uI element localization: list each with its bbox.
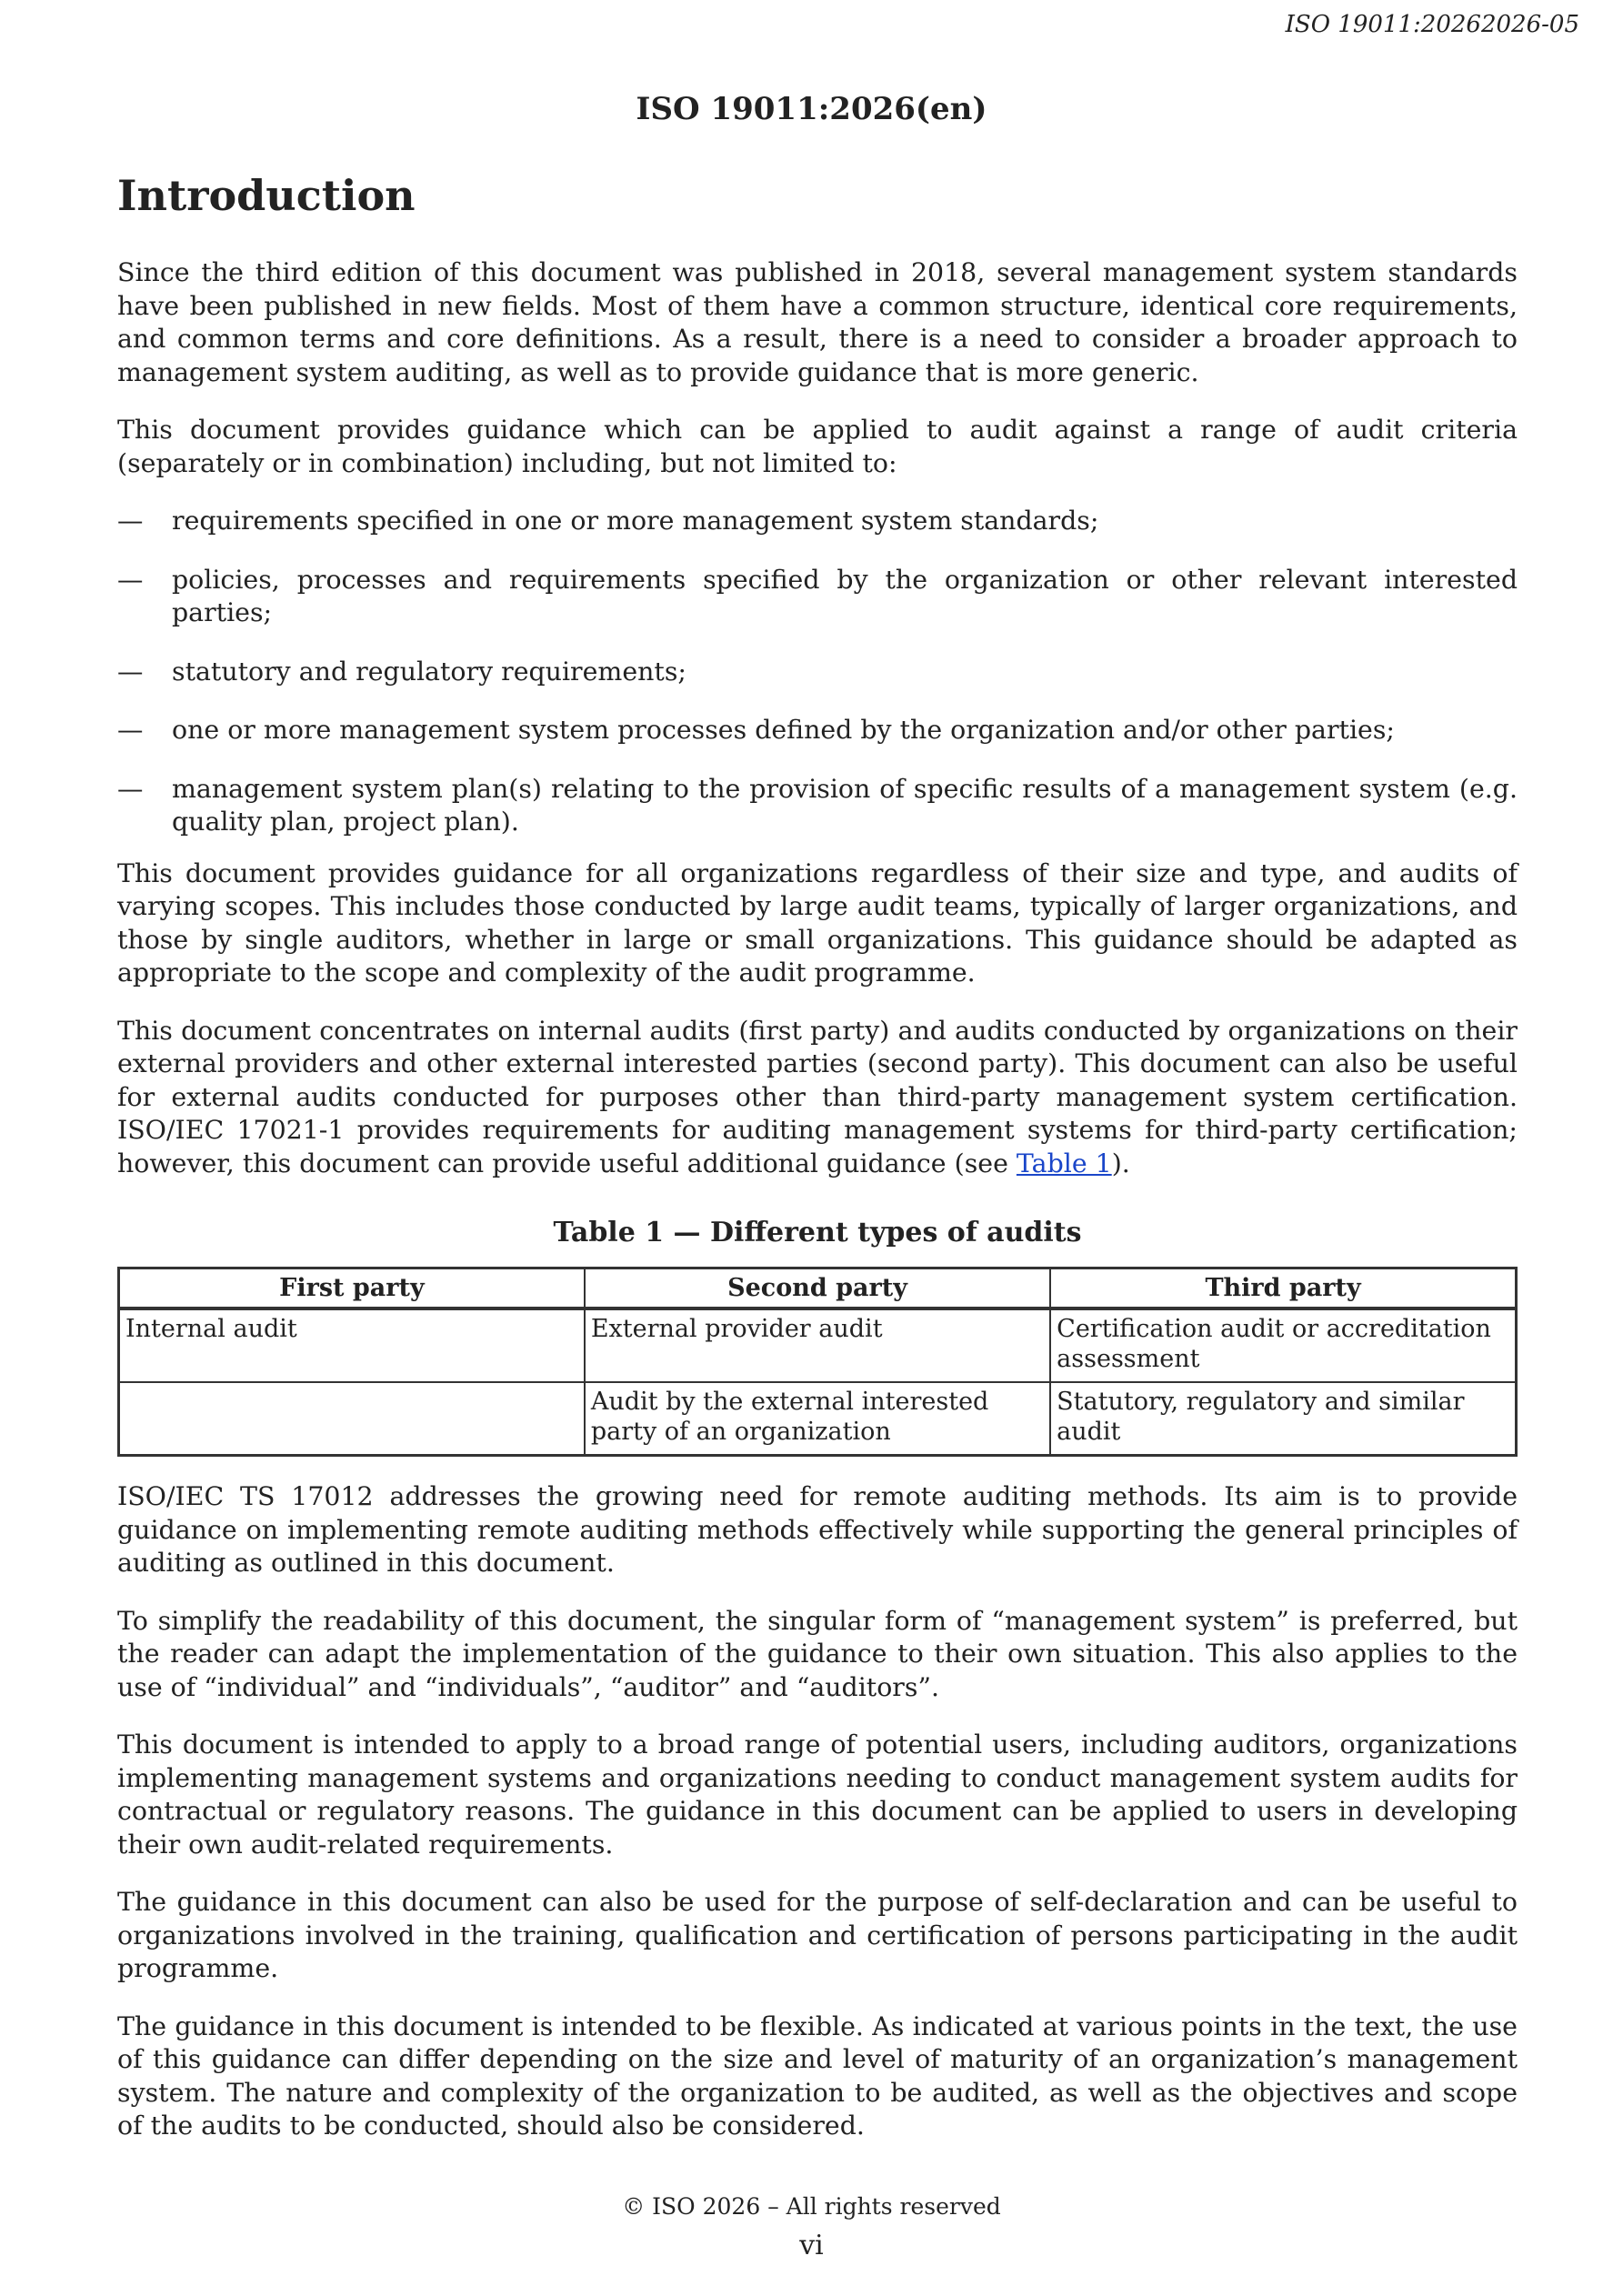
page-number: vi: [799, 2230, 824, 2261]
column-header: Second party: [585, 1268, 1050, 1309]
table-cell: Statutory, regulatory and similar audit: [1050, 1382, 1516, 1456]
paragraph: The guidance in this document is intended to be flexible. As indicated at various points in the text, the use of this guidance can differ depending on the size and level of maturity of an organization’s management system. The nature and complexity of the organization to be audited, as well as the objectives and scope of the audits to be conducted, should also be considered.: [117, 2010, 1518, 2141]
section-heading: Introduction: [117, 171, 416, 220]
dash-marker: —: [117, 506, 144, 536]
list-item-text: one or more management system processes defined by the organization and/or other parties;: [172, 715, 1395, 745]
list-item: [117, 564, 1518, 630]
paragraph: This document provides guidance which can be applied to audit against a range of audit criteria (separately or in combination) including, but not limited to:: [117, 415, 1518, 478]
copyright-notice: © ISO 2026 – All rights reserved: [622, 2193, 1001, 2220]
column-header: First party: [119, 1268, 585, 1309]
standard-title: ISO 19011:2026(en): [636, 91, 987, 127]
paragraph-text: This document concentrates on internal audits (first party) and audits conducted by organizations on their external providers and other external interested parties (second party). This document can also be useful for external audits conducted for purposes other than third-party management system certification. ISO/IEC 17021-1 provides requirements for auditing management systems for third-party certification; however, this document can provide useful additional guidance (see: [117, 1015, 1518, 1178]
table-cell: [119, 1382, 585, 1456]
table-1-link[interactable]: Table 1: [1016, 1148, 1112, 1178]
list-item: [117, 505, 1518, 538]
list-item-text: management system plan(s) relating to the provision of specific results of a management system (e.g. quality plan, project plan).: [172, 773, 1518, 837]
paragraph: Since the third edition of this document was published in 2018, several management system standards have been published in new fields. Most of them have a common structure, identical core requirements, and common terms and core definitions. As a result, there is a need to consider a broader approach to management system auditing, as well as to provide guidance that is more generic.: [117, 257, 1518, 387]
paragraph: The guidance in this document can also be used for the purpose of self-declaration and can be useful to organizations involved in the training, qualification and certification of persons participating in the audit programme.: [117, 1887, 1518, 1983]
table-cell: Audit by the external interested party of an organization: [585, 1382, 1050, 1456]
dash-marker: —: [117, 656, 144, 687]
list-item: [117, 773, 1518, 839]
list-item: [117, 656, 1518, 689]
draft-identifier: ISO 19011:20262026-05: [1285, 11, 1579, 38]
list-item-text: policies, processes and requirements specified by the organization or other relevant interested parties;: [172, 564, 1518, 627]
table-cell: Certification audit or accreditation assessment: [1050, 1308, 1516, 1382]
paragraph-text: ).: [1111, 1148, 1130, 1178]
list-item-text: statutory and regulatory requirements;: [172, 656, 686, 687]
table-header-row: [119, 1268, 1517, 1309]
list-item-text: requirements specified in one or more management system standards;: [172, 506, 1099, 536]
paragraph: To simplify the readability of this document, the singular form of “management system” is preferred, but the reader can adapt the implementation of the guidance to their own situation. This also applies to the use of “individual” and “individuals”, “auditor” and “auditors”.: [117, 1605, 1518, 1702]
paragraph: This document provides guidance for all organizations regardless of their size and type, and audits of varying scopes. This includes those conducted by large audit teams, typically of larger organizations, and those by single auditors, whether in large or small organizations. This guidance should be adapted as appropriate to the scope and complexity of the audit programme.: [117, 857, 1518, 988]
audit-types-table: [117, 1267, 1518, 1457]
dash-marker: —: [117, 564, 144, 595]
column-header: Third party: [1050, 1268, 1516, 1309]
paragraph: [117, 1015, 1518, 1181]
table-row: [119, 1308, 1517, 1382]
table-caption: Table 1 — Different types of audits: [553, 1217, 1082, 1248]
dash-marker: —: [117, 715, 144, 745]
table-cell: External provider audit: [585, 1308, 1050, 1382]
list-item: [117, 714, 1518, 747]
audit-criteria-list: [117, 505, 1518, 839]
paragraph: ISO/IEC TS 17012 addresses the growing need for remote auditing methods. Its aim is to provide guidance on implementing remote auditing methods effectively while supporting the general principles of auditing as outlined in this document.: [117, 1481, 1518, 1578]
table-cell: Internal audit: [119, 1308, 585, 1382]
document-body: [117, 171, 1518, 2168]
table-row: [119, 1382, 1517, 1456]
dash-marker: —: [117, 773, 144, 804]
paragraph: This document is intended to apply to a broad range of potential users, including auditors, organizations implementing management systems and organizations needing to conduct management system audits for contractual or regulatory reasons. The guidance in this document can be applied to users in developing their own audit-related requirements.: [117, 1730, 1518, 1860]
